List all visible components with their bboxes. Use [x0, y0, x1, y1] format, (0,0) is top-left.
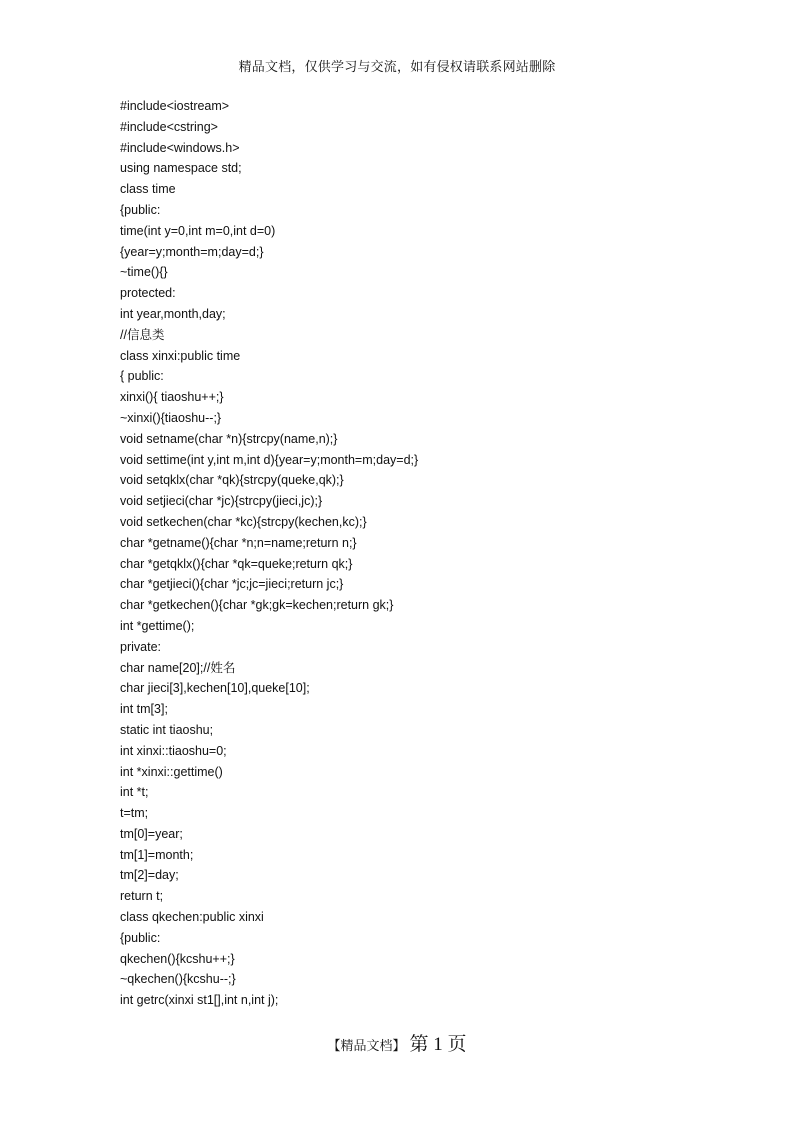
- code-line: int year,month,day;: [120, 306, 226, 321]
- code-line: void setname(char *n){strcpy(name,n);}: [120, 431, 338, 446]
- code-line: {public:: [120, 930, 161, 945]
- code-line: int xinxi::tiaoshu=0;: [120, 743, 227, 758]
- code-line: //信息类: [120, 327, 165, 342]
- code-line: char jieci[3],kechen[10],queke[10];: [120, 681, 310, 696]
- code-line: class xinxi:public time: [120, 348, 241, 363]
- code-line: #include<windows.h>: [120, 140, 240, 155]
- code-line: #include<cstring>: [120, 119, 218, 134]
- code-line: { public:: [120, 369, 164, 384]
- code-line: private:: [120, 639, 161, 654]
- code-line: tm[1]=month;: [120, 847, 194, 862]
- code-line: return t;: [120, 889, 164, 904]
- code-line: void settime(int y,int m,int d){year=y;month=m;day=d;}: [120, 452, 419, 467]
- code-line: xinxi(){ tiaoshu++;}: [120, 390, 224, 405]
- code-line: char name[20];//姓名: [120, 660, 236, 675]
- code-line: using namespace std;: [120, 161, 242, 176]
- code-line: int *gettime();: [120, 618, 195, 633]
- page-header: 精品文档，仅供学习与交流，如有侵权请联系网站删除: [238, 59, 556, 74]
- code-line: void setqklx(char *qk){strcpy(queke,qk);}: [120, 473, 344, 488]
- code-line: char *getqklx(){char *qk=queke;return qk;}: [120, 556, 353, 571]
- code-line: time(int y=0,int m=0,int d=0): [120, 223, 276, 238]
- code-line: int getrc(xinxi st1[],int n,int j);: [120, 993, 279, 1008]
- code-line: ~qkechen(){kcshu--;}: [120, 972, 236, 987]
- page-number: 第 1 页: [409, 1034, 467, 1055]
- code-line: #include<iostream>: [120, 99, 230, 113]
- code-line: char *getname(){char *n;n=name;return n;}: [120, 535, 357, 550]
- code-line: void setjieci(char *jc){strcpy(jieci,jc);}: [120, 494, 323, 509]
- code-listing: [120, 96, 720, 1011]
- code-line: qkechen(){kcshu++;}: [120, 951, 235, 966]
- code-line: int *xinxi::gettime(): [120, 764, 223, 779]
- footer-brand: 【精品文档】: [327, 1038, 406, 1053]
- code-line: int *t;: [120, 785, 149, 800]
- code-line: class time: [120, 182, 176, 197]
- code-line: tm[0]=year;: [120, 826, 183, 841]
- code-line: {year=y;month=m;day=d;}: [120, 244, 264, 259]
- page-footer: [0, 1032, 794, 1059]
- code-line: void setkechen(char *kc){strcpy(kechen,kc);}: [120, 514, 367, 529]
- code-line: class qkechen:public xinxi: [120, 910, 264, 925]
- code-line: protected:: [120, 286, 176, 301]
- code-line: t=tm;: [120, 806, 149, 821]
- code-line: char *getjieci(){char *jc;jc=jieci;return jc;}: [120, 577, 344, 592]
- code-line: static int tiaoshu;: [120, 722, 214, 737]
- code-line: char *getkechen(){char *gk;gk=kechen;return gk;}: [120, 598, 394, 613]
- code-line: tm[2]=day;: [120, 868, 179, 883]
- code-line: ~xinxi(){tiaoshu--;}: [120, 410, 222, 425]
- code-line: ~time(){}: [120, 265, 168, 280]
- code-line: {public:: [120, 202, 161, 217]
- code-line: int tm[3];: [120, 702, 168, 717]
